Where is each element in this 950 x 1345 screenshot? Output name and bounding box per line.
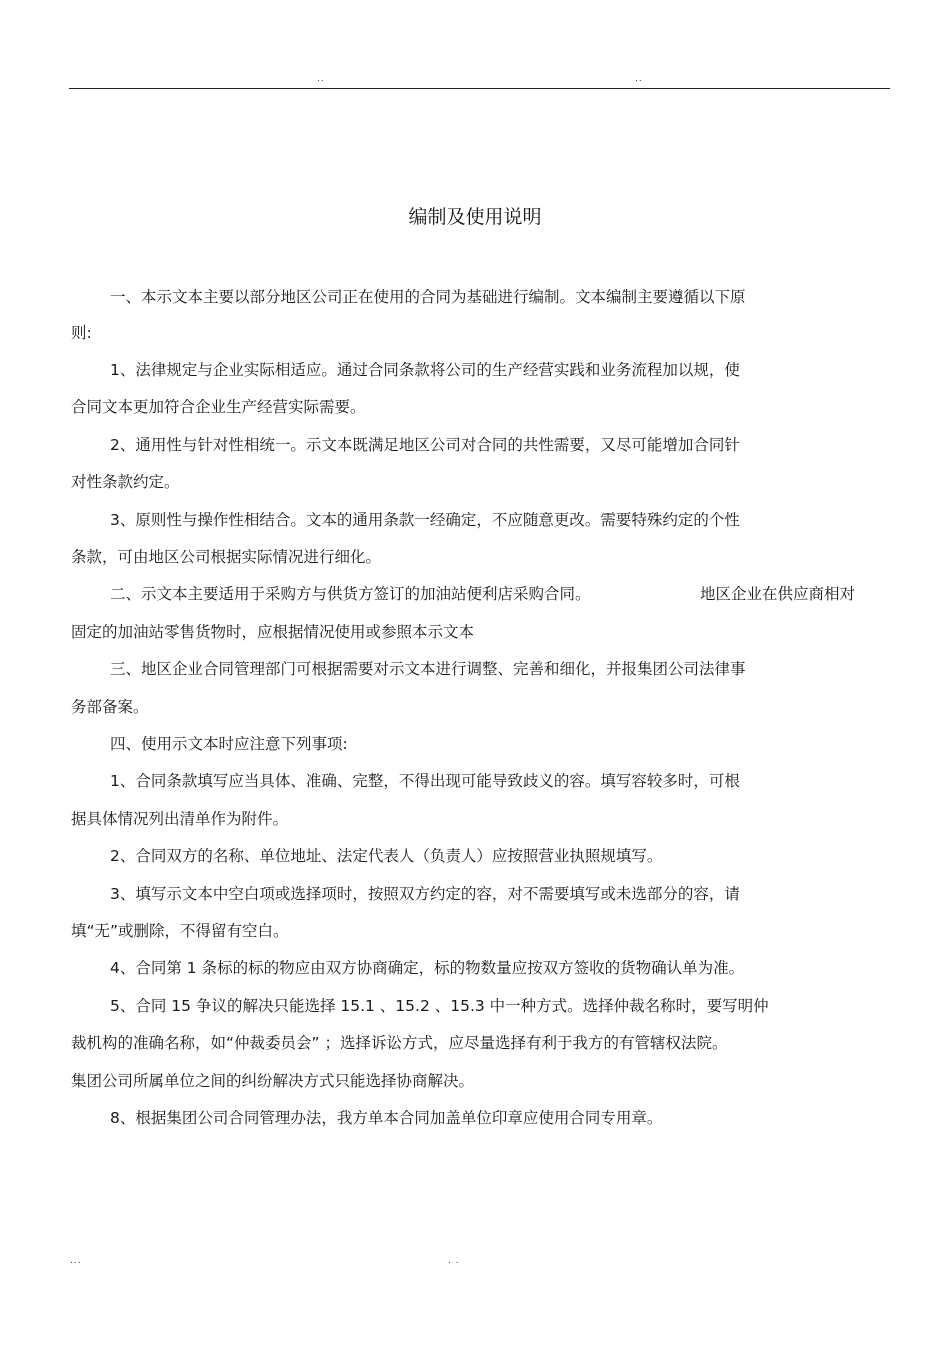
text-line: 8、根据集团公司合同管理办法，我方单本合同加盖单位印章应使用合同专用章。 [110, 1109, 663, 1127]
text-line: 三、地区企业合同管理部门可根据需要对示文本进行调整、完善和细化，并报集团公司法律事 [110, 660, 746, 678]
text-line: 合同文本更加符合企业生产经营实际需要。 [71, 398, 366, 416]
text-line: 3、填写示文本中空白项或选择项时，按照双方约定的容，对不需要填写或未选部分的容，请 [110, 885, 740, 903]
text-line: 条款，可由地区公司根据实际情况进行细化。 [71, 548, 382, 566]
text-line: 2、通用性与针对性相统一。示文本既满足地区公司对合同的共性需要，又尽可能增加合同针 [110, 436, 740, 454]
text-line: 固定的加油站零售货物时，应根据情况使用或参照本示文本 [71, 623, 475, 641]
text-line: 四、使用示文本时应注意下列事项: [110, 735, 348, 753]
text-line: 一、本示文本主要以部分地区公司正在使用的合同为基础进行编制。文本编制主要遵循以下原 [110, 288, 746, 306]
text-line: 据具体情况列出清单作为附件。 [71, 810, 289, 828]
text-line: 集团公司所属单位之间的纠纷解决方式只能选择协商解决。 [71, 1072, 475, 1090]
text-line: 则: [71, 324, 92, 342]
text-line: 1、法律规定与企业实际相适应。通过合同条款将公司的生产经营实践和业务流程加以规，使 [110, 361, 740, 379]
footer-mark-right: . . [448, 1256, 460, 1266]
page-title: 编制及使用说明 [408, 206, 542, 228]
text-line: 对性条款约定。 [71, 473, 180, 491]
footer-mark-left: ... [70, 1256, 82, 1266]
header-rule [69, 88, 890, 89]
text-line: 裁机构的准确名称，如“仲裁委员会” ；选择诉讼方式，应尽量选择有利于我方的有管辖权法院。 [71, 1034, 728, 1052]
text-line: 5、合同 15 争议的解决只能选择 15.1 、15.2 、15.3 中一种方式。选择仲裁名称时，要写明仲 [110, 997, 769, 1015]
text-line: 3、原则性与操作性相结合。文本的通用条款一经确定，不应随意更改。需要特殊约定的个性 [110, 511, 740, 529]
text-line: 4、合同第 1 条标的标的物应由双方协商确定，标的物数量应按双方签收的货物确认单为准。 [110, 959, 745, 977]
header-mark-left: .. [317, 74, 325, 84]
text-line: 1、合同条款填写应当具体、准确、完整，不得出现可能导致歧义的容。填写容较多时，可根 [110, 772, 740, 790]
text-line: 2、合同双方的名称、单位地址、法定代表人（负责人）应按照营业执照规填写。 [110, 847, 663, 865]
text-line: 地区企业在供应商相对 [700, 585, 856, 603]
header-mark-right: .. [635, 74, 643, 84]
text-line: 务部备案。 [71, 698, 149, 716]
text-line: 填“无”或删除，不得留有空白。 [71, 922, 289, 940]
text-line: 二、示文本主要适用于采购方与供货方签订的加油站便利店采购合同。 [110, 585, 591, 603]
